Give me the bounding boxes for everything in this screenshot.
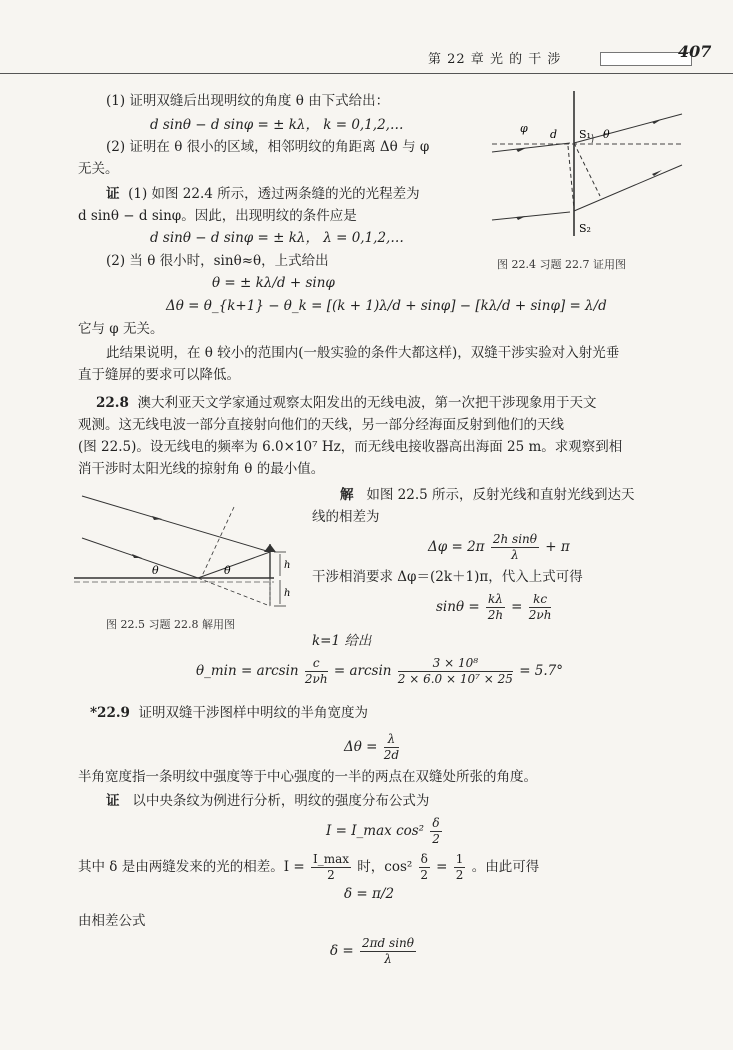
p9-proof-text-1: 以中央条纹为例进行分析，明纹的强度分布公式为: [132, 793, 430, 809]
figure-22-4-caption: 图 22.4 习题 22.7 证用图: [497, 258, 626, 271]
p8-solution-text-1: 如图 22.5 所示，反射光线和直射光线到达天: [366, 487, 635, 503]
p8-line-3: (图 22.5)。设无线电的频率为 6.0×10⁷ Hz，而无线电接收器高出海面 25 m。求观察到相: [78, 439, 623, 455]
p9-p2-fraction-1: [311, 852, 351, 883]
p8-eq3-left: θ_min = arcsin: [196, 663, 299, 679]
p8-eq2-fraction-2: [529, 592, 552, 623]
p9-eq4-left: δ =: [330, 943, 354, 959]
p7-proof-line-2: d sinθ − d sinφ。因此，出现明纹的条件应是: [78, 208, 357, 224]
p8-line-4: 消干涉时太阳光线的掠射角 θ 的最小值。: [78, 461, 325, 477]
p9-line-1: [90, 702, 368, 724]
p8-line-1: [96, 392, 596, 414]
p9-proof-line-1: [106, 790, 429, 812]
p8-eq2-mid: =: [511, 599, 523, 615]
p8-eq2-num-1: kλ: [487, 592, 503, 606]
p7-question-1-equation: d sinθ − d sinφ = ± kλ， k = 0,1,2,…: [150, 117, 404, 133]
fig-22-5-h-upper: h: [284, 560, 291, 571]
p9-p2d: 。由此可得: [471, 859, 540, 875]
header-rule: [0, 73, 733, 74]
p9-proof-line-3: 由相差公式: [78, 913, 146, 929]
p8-eq1-right: + π: [545, 539, 570, 555]
fig-22-4-phi-label: φ: [520, 122, 528, 135]
fig-22-4-d-label: d: [550, 128, 558, 141]
p9-eq1-den: 2d: [383, 748, 400, 762]
figure-22-4: [482, 86, 692, 246]
chapter-title: 第 22 章 光 的 干 涉: [428, 52, 562, 67]
p7-conclusion: 它与 φ 无关。: [78, 321, 164, 337]
p8-solution-line-3: 干涉相消要求 Δφ＝(2k＋1)π，代入上式可得: [312, 569, 583, 585]
p8-text-1: 澳大利亚天文学家通过观察太阳发出的无线电波，第一次把干涉现象用于天文: [137, 395, 597, 411]
p9-p2-num-2: δ: [420, 852, 428, 866]
p8-solution-label: 解: [340, 487, 354, 503]
p9-equation-3: δ = π/2: [344, 886, 395, 902]
figure-22-5: [74, 494, 306, 612]
p9-equation-2: [326, 816, 444, 847]
p7-proof-equation: d sinθ − d sinφ = ± kλ， λ = 0,1,2,…: [150, 230, 404, 246]
p8-eq3-den-2: 2 × 6.0 × 10⁷ × 25: [397, 672, 513, 686]
p9-text-1: 证明双缝干涉图样中明纹的半角宽度为: [138, 705, 369, 721]
p8-eq2-den-1: 2h: [487, 608, 504, 622]
p8-eq3-fraction-2: [398, 656, 513, 687]
p8-eq1-left: Δφ = 2π: [428, 539, 485, 555]
p8-eq3-right: = 5.7°: [519, 663, 564, 679]
p9-definition: 半角宽度指一条明纹中强度等于中心强度的一半的两点在双缝处所张的角度。: [78, 769, 537, 785]
fig-22-5-theta-right: θ: [224, 564, 231, 577]
p7-proof-line-3: (2) 当 θ 很小时，sinθ≈θ，上式给出: [106, 253, 329, 269]
p8-eq3-num-2: 3 × 10⁸: [398, 656, 513, 672]
p7-proof-line-1: [106, 183, 420, 205]
fig-22-4-theta-label: θ: [603, 128, 610, 141]
p7-equation-delta-theta: Δθ = θ_{k+1} − θ_k = [(k + 1)λ/d + sinφ] − [kλ/d + sinφ] = λ/d: [166, 298, 607, 314]
p8-line-2: 观测。这无线电波一部分直接射向他们的天线，另一部分经海面反射到他们的天线: [78, 417, 564, 433]
p8-eq2-num-2: kc: [529, 592, 552, 608]
p9-eq2-fraction: [430, 816, 441, 847]
p7-remark-1: 此结果说明，在 θ 较小的范围内(一般实验的条件大都这样)，双缝干涉实验对入射光垂: [106, 345, 620, 361]
p8-eq2-fraction-1: [486, 592, 505, 623]
p8-equation-3: [196, 656, 563, 687]
p7-proof-label: 证: [106, 186, 120, 202]
p9-p2a: 其中 δ 是由两缝发来的光的相差。I =: [78, 859, 305, 875]
p9-eq1-num: λ: [384, 732, 399, 748]
p8-equation-2: [436, 592, 553, 623]
p8-solution-line-2: 线的相差为: [312, 509, 380, 525]
p7-equation-theta: θ = ± kλ/d + sinφ: [212, 275, 335, 291]
p9-p2-fraction-3: [454, 852, 466, 883]
page-number: 407: [678, 42, 712, 61]
p8-eq2-den-2: 2νh: [528, 608, 552, 622]
fig-22-5-h-lower: h: [284, 588, 291, 599]
p9-p2-num-3: 1: [455, 852, 464, 866]
p7-proof-text-1: (1) 如图 22.4 所示，透过两条缝的光的光程差为: [128, 186, 420, 202]
p8-eq1-num: 2h sinθ: [492, 532, 537, 546]
p7-remark-2: 直于缝屏的要求可以降低。: [78, 367, 240, 383]
p8-eq3-mid: = arcsin: [333, 663, 392, 679]
p9-p2c: =: [436, 859, 448, 875]
p9-equation-4: [330, 936, 418, 967]
p8-eq2-left: sinθ =: [436, 599, 480, 615]
p9-p2-den-1: 2: [327, 868, 335, 882]
p9-proof-label: 证: [106, 793, 120, 809]
p9-eq2-den: 2: [432, 832, 440, 846]
fig-22-5-theta-left: θ: [152, 564, 159, 577]
p8-solution-line-1: [340, 484, 635, 506]
p8-solution-line-4: k=1 给出: [312, 633, 372, 649]
fig-22-4-s2-label: S₂: [579, 222, 591, 235]
p9-proof-line-2: [78, 852, 539, 883]
p9-eq2-left: I = I_max cos²: [326, 823, 425, 839]
p8-eq1-den: λ: [511, 548, 519, 562]
p8-equation-1: [428, 532, 570, 563]
p9-equation-1: [344, 732, 401, 763]
fig-22-4-s1-label: S₁: [579, 128, 591, 141]
p9-p2-fraction-2: [419, 852, 430, 883]
p7-question-2a: (2) 证明在 θ 很小的区域，相邻明纹的角距离 Δθ 与 φ: [106, 139, 430, 155]
p9-number: *22.9: [90, 705, 130, 721]
page-header: [0, 40, 733, 74]
p9-eq1-left: Δθ =: [344, 739, 378, 755]
p9-p2-den-2: 2: [420, 868, 429, 882]
p9-p2-den-3: 2: [455, 868, 464, 882]
p9-p2-num-1: I_max: [312, 852, 349, 866]
p8-eq3-fraction-1: [305, 656, 328, 687]
p9-eq2-num: δ: [432, 816, 440, 830]
p7-question-2b: 无关。: [78, 161, 119, 177]
p8-eq3-den-1: 2νh: [304, 672, 328, 686]
p9-eq1-fraction: [384, 732, 399, 763]
p9-eq4-num: 2πd sinθ: [362, 936, 414, 950]
figure-22-5-caption: 图 22.5 习题 22.8 解用图: [106, 618, 235, 631]
p8-eq1-fraction: [491, 532, 539, 563]
p7-question-1: (1) 证明双缝后出现明纹的角度 θ 由下式给出：: [106, 93, 390, 109]
p8-number: 22.8: [96, 395, 129, 411]
p9-eq4-den: λ: [384, 952, 392, 966]
p9-p2b: 时，cos²: [357, 859, 413, 875]
p8-eq3-num-1: c: [305, 656, 328, 672]
p9-eq4-fraction: [360, 936, 416, 967]
